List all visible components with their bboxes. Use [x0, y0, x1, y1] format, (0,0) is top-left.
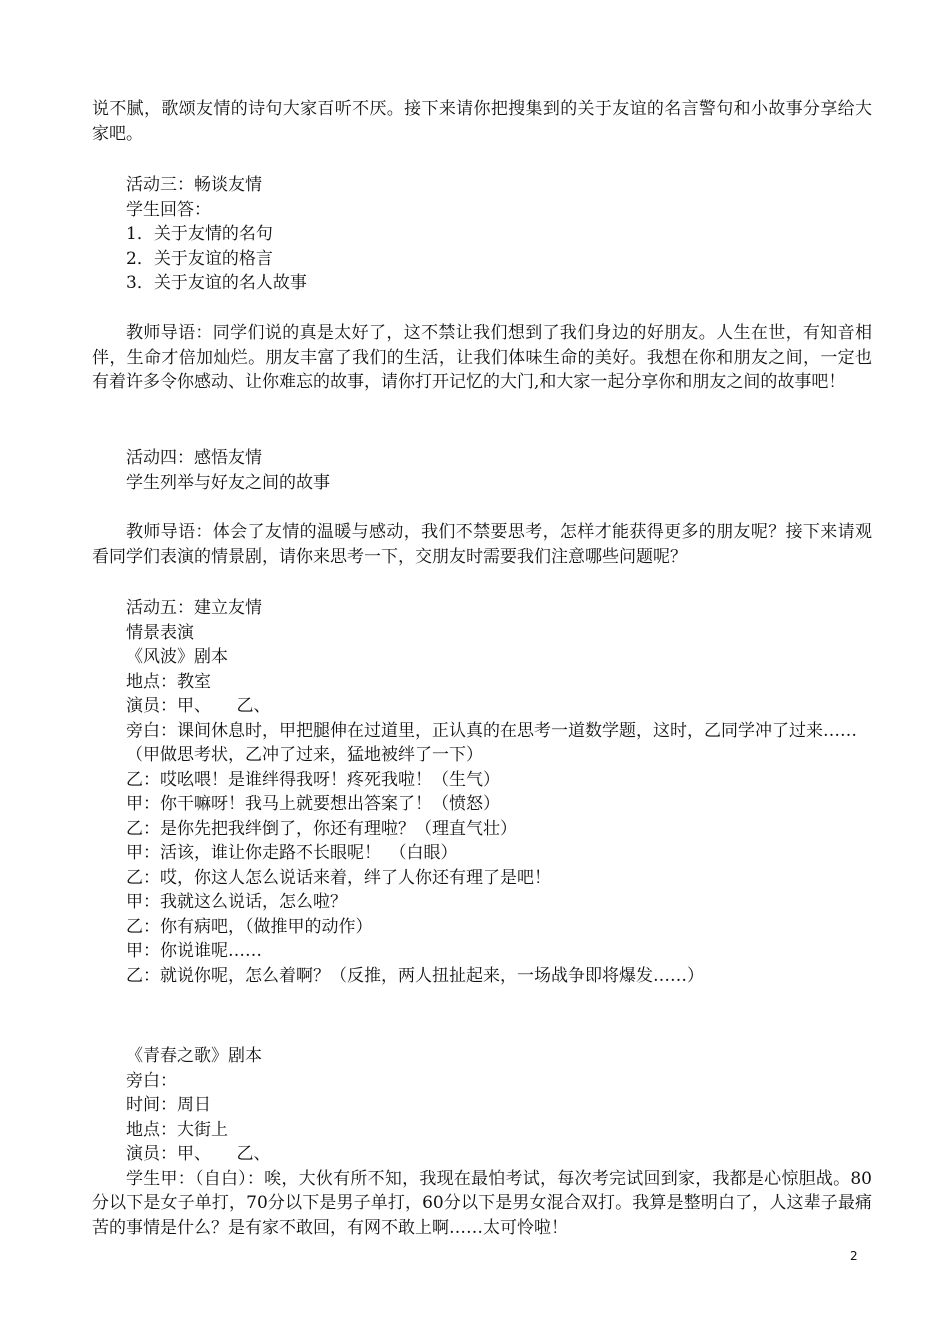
activity3-answer-label: 学生回答：: [126, 199, 211, 220]
script1-place: 地点：教室: [126, 671, 211, 692]
script1-line-2: 乙：哎吆喂！是谁绊得我呀！疼死我啦！（生气）: [126, 769, 500, 790]
script1-line-3: 甲：你干嘛呀！我马上就要想出答案了！（愤怒）: [126, 794, 500, 814]
script1-title: 《风波》剧本: [126, 647, 228, 667]
teacher-guide-1: 教师导语：同学们说的真是太好了，这不禁让我们想到了我们身边的好朋友。人生在世，有知音相伴，生命才倍加灿烂。朋友丰富了我们的生活，让我们体味生命的美好。我想在你和朋友之间，一定也有着许多令你感动、让你难忘的故事，请你打开记忆的大门,和大家一起分享你和朋友之间的故事吧！: [92, 323, 872, 392]
teacher-guide-2-block: [92, 520, 872, 569]
activity4-title: 活动四：感悟友情: [126, 448, 262, 468]
activity3-block: [92, 173, 872, 296]
script1-line-5: 甲：活该，谁让你走路不长眼呢！ （白眼）: [126, 843, 458, 863]
script2-block: [92, 1044, 872, 1240]
script2-title: 《青春之歌》剧本: [126, 1046, 262, 1066]
script1-narration: 旁白：课间休息时，甲把腿伸在过道里，正认真的在思考一道数学题，这时，乙同学冲了过来……: [126, 720, 857, 741]
script1-line-1: （甲做思考状，乙冲了过来，猛地被绊了一下）: [126, 745, 483, 765]
teacher-guide-1-block: [92, 321, 872, 395]
intro-block: [92, 97, 872, 146]
activity3-title: 活动三：畅谈友情: [126, 175, 262, 195]
script1-line-6: 乙：哎，你这人怎么说话来着，绊了人你还有理了是吧！: [126, 867, 551, 888]
script1-actors: 演员：甲、 乙、: [126, 696, 271, 716]
activity3-item-2: 2．关于友谊的格言: [126, 248, 273, 269]
activity3-item-1: 1．关于友情的名句: [126, 224, 273, 244]
activity5-block: [92, 596, 872, 988]
script2-time: 时间：周日: [126, 1095, 211, 1115]
script1-line-4: 乙：是你先把我绊倒了，你还有理啦？（理直气壮）: [126, 818, 517, 839]
teacher-guide-2: 教师导语：体会了友情的温暖与感动，我们不禁要思考，怎样才能获得更多的朋友呢？接下来请观看同学们表演的情景剧，请你来思考一下，交朋友时需要我们注意哪些问题呢？: [92, 522, 872, 567]
intro-paragraph: 说不腻，歌颂友情的诗句大家百听不厌。接下来请你把搜集到的关于友谊的名言警句和小故事分享给大家吧。: [92, 99, 872, 144]
script1-line-7: 甲：我就这么说话，怎么啦？: [126, 892, 347, 912]
script2-monologue: 学生甲：（自白）：唉，大伙有所不知，我现在最怕考试，每次考完试回到家，我都是心惊胆战。80分以下是女子单打，70分以下是男子单打，60分以下是男女混合双打。我算是整明白了，人这辈子最痛苦的事情是什么？是有家不敢回，有网不敢上啊……太可怜啦！: [92, 1168, 872, 1238]
activity4-block: [92, 446, 872, 495]
activity5-subtitle: 情景表演: [126, 622, 194, 643]
script1-line-9: 甲：你说谁呢……: [126, 941, 262, 961]
script2-narration-label: 旁白：: [126, 1070, 177, 1091]
script2-actors: 演员：甲、 乙、: [126, 1144, 271, 1164]
activity5-title: 活动五：建立友情: [126, 598, 262, 618]
activity3-item-3: 3．关于友谊的名人故事: [126, 273, 307, 293]
script2-place: 地点：大街上: [126, 1119, 228, 1140]
script1-line-8: 乙：你有病吧，（做推甲的动作）: [126, 916, 373, 937]
script1-line-10: 乙：就说你呢，怎么着啊？（反推，两人扭扯起来，一场战争即将爆发……）: [126, 965, 704, 986]
page-number: 2: [850, 1249, 858, 1263]
activity4-desc: 学生列举与好友之间的故事: [126, 472, 330, 493]
